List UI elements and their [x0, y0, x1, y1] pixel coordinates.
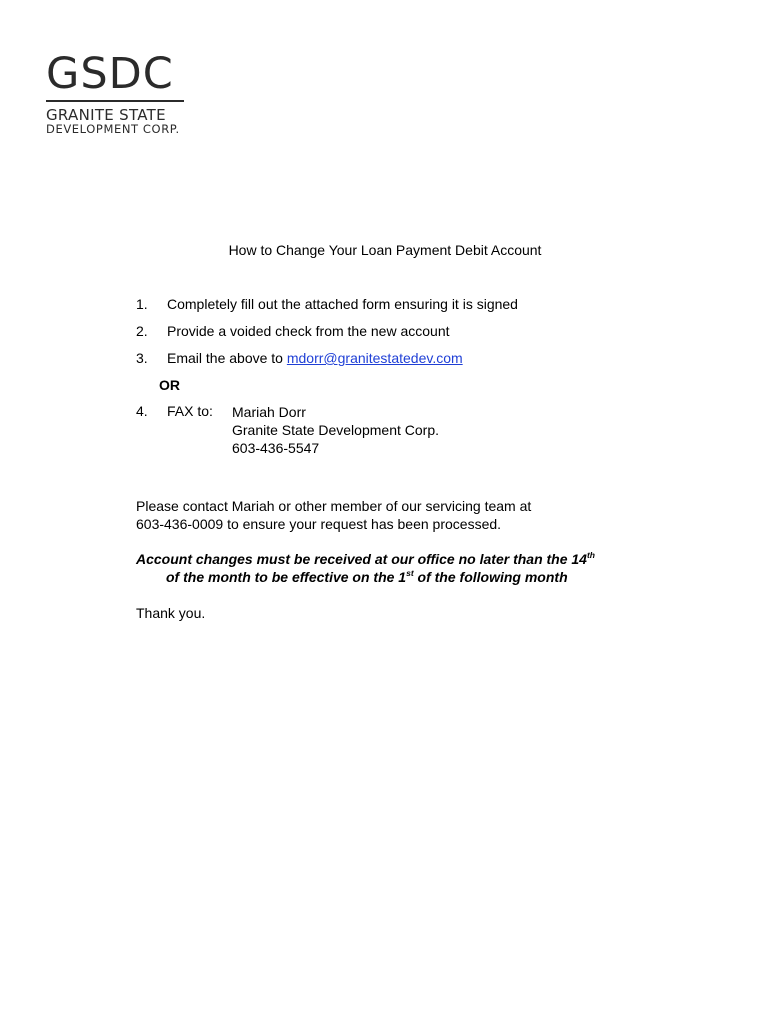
- closing-text: Thank you.: [136, 605, 206, 621]
- logo-divider: [46, 100, 184, 102]
- step-text: Provide a voided check from the new account: [167, 323, 450, 339]
- fax-recipient: [232, 403, 439, 457]
- contact-line-2: 603-436-0009 to ensure your request has been processed.: [136, 516, 502, 532]
- deadline-notice: [136, 550, 636, 586]
- contact-line-1: Please contact Mariah or other member of our servicing team at: [136, 498, 532, 514]
- email-link[interactable]: mdorr@granitestatedev.com: [286, 350, 463, 366]
- document-title: How to Change Your Loan Payment Debit Account: [228, 242, 542, 258]
- notice-text: of the month to be effective on the 1: [166, 569, 407, 585]
- fax-label: FAX to:: [167, 403, 213, 419]
- step-text: Email the above to: [167, 350, 287, 366]
- step-1: [136, 295, 518, 313]
- or-separator: OR: [159, 377, 180, 393]
- notice-text: of the following month: [413, 569, 568, 585]
- notice-line-1: [136, 550, 636, 568]
- fax-number: 603-436-5547: [232, 440, 320, 456]
- ordinal-suffix: st: [406, 568, 414, 578]
- step-number: 2.: [136, 323, 148, 339]
- logo-mark: GSDC: [46, 49, 174, 99]
- logo-company-line1: GRANITE STATE: [46, 105, 166, 124]
- step-2: [136, 322, 450, 340]
- step-number: 1.: [136, 296, 148, 312]
- notice-line-2: [136, 568, 636, 586]
- ordinal-suffix: th: [586, 550, 595, 560]
- fax-recipient-company: Granite State Development Corp.: [232, 422, 439, 438]
- step-3: [136, 349, 463, 367]
- company-logo: [46, 49, 206, 136]
- step-text: Completely fill out the attached form ensuring it is signed: [167, 296, 518, 312]
- contact-paragraph: [136, 497, 531, 533]
- fax-recipient-name: Mariah Dorr: [232, 404, 306, 420]
- logo-company-line2: DEVELOPMENT CORP.: [46, 121, 180, 136]
- step-4: [136, 402, 213, 420]
- notice-text: Account changes must be received at our office no later than the 14: [136, 551, 587, 567]
- step-number: 3.: [136, 350, 148, 366]
- step-number: 4.: [136, 403, 148, 419]
